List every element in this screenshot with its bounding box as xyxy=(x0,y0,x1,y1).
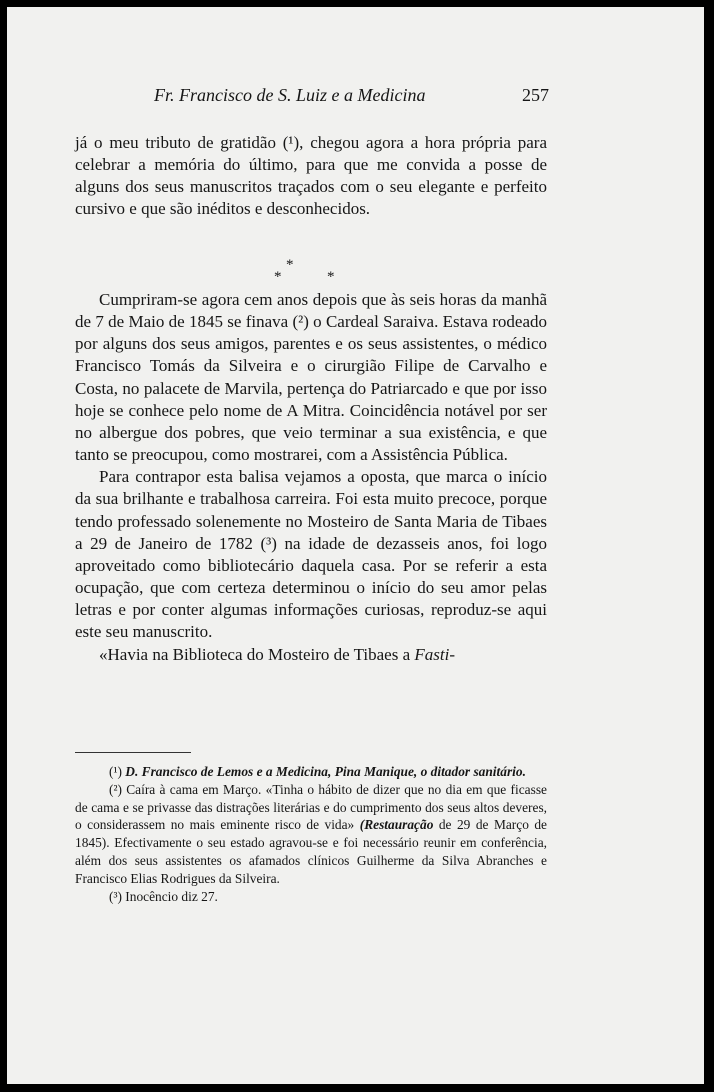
footnote-1 xyxy=(75,763,547,781)
footnote-rule xyxy=(75,752,191,753)
book-page xyxy=(7,7,704,1084)
asterisk: * xyxy=(327,269,335,285)
footnote-2 xyxy=(75,781,547,888)
footnote-text: D. Francisco de Lemos e a Medicina, Pina Manique, o ditador sanitário. xyxy=(125,764,526,779)
quote-italic-word: Fasti- xyxy=(414,644,455,664)
page-number: 257 xyxy=(522,85,549,105)
footnote-source: (Restauração xyxy=(359,817,434,833)
footnote-mark: (²) xyxy=(109,781,122,797)
footnote-3 xyxy=(75,888,547,906)
paragraph-opening: já o meu tributo de gratidão (¹), chegou agora a hora própria para celebrar a memória do último, para que me convida a posse de alguns dos seus manuscritos traçados com o seu elegante e perfeito cursivo e que são inéditos e desconhecidos. xyxy=(75,133,547,219)
footnote-mark: (³) xyxy=(109,888,122,904)
footnote-mark: (¹) xyxy=(109,764,122,779)
quote-text: «Havia na Biblioteca do Mosteiro de Tibaes a xyxy=(99,644,415,664)
footnote-text: de 29 de Março de 1845). Efectivamente o seu estado agravou-se e foi necessário reunir em conferência, além dos seus assistentes os afamados clínicos Guilherme da Silva Abranches e Francisco Elias Rodrigues da Silveira. xyxy=(75,817,547,886)
asterisk: * xyxy=(286,257,294,273)
paragraph-quote-start xyxy=(75,644,547,666)
paragraph-death: Cumpriram-se agora cem anos depois que às seis horas da manhã de 7 de Maio de 1845 se finava (²) o Cardeal Saraiva. Estava rodeado por alguns dos seus amigos, parentes e os seus assistentes, o médico Francisco Tomás da Silveira e o cirurgião Filipe de Carvalho e Costa, no palacete de Marvila, pertença do Patriarcado e que por isso hoje se conhece pelo nome de A Mitra. Coincidência notável por ser no albergue dos pobres, que veio terminar a sua existência, e que tanto se preocupou, como mostrarei, com a Assistência Pública. xyxy=(75,290,547,465)
asterism-separator xyxy=(7,257,704,289)
footnote-text: Inocêncio diz 27. xyxy=(125,888,218,904)
footnote-text: Caíra à cama em Março. «Tinha o hábito de dizer que no dia em que ficasse de cama e se privasse das distrações literárias e do cumprimento dos seus altos deveres, o considerassem no mais eminente risco de vida» xyxy=(75,781,547,833)
footnotes xyxy=(75,763,547,905)
header-title: Fr. Francisco de S. Luiz e a Medicina xyxy=(154,85,426,105)
asterisk: * xyxy=(274,269,282,285)
main-body xyxy=(75,289,547,666)
paragraph-career: Para contrapor esta balisa vejamos a oposta, que marca o início da sua brilhante e trabalhosa carreira. Foi esta muito precoce, porque tendo professado solenemente no Mosteiro de Santa Maria de Tibaes a 29 de Janeiro de 1782 (³) na idade de dezasseis anos, foi logo aproveitado como bibliotecário daquela casa. Por se referir a esta ocupação, que com certeza determinou o início do seu amor pelas letras e por conter algumas informações curiosas, reproduz-se aqui este seu manuscrito. xyxy=(75,467,547,642)
running-header xyxy=(154,85,549,109)
